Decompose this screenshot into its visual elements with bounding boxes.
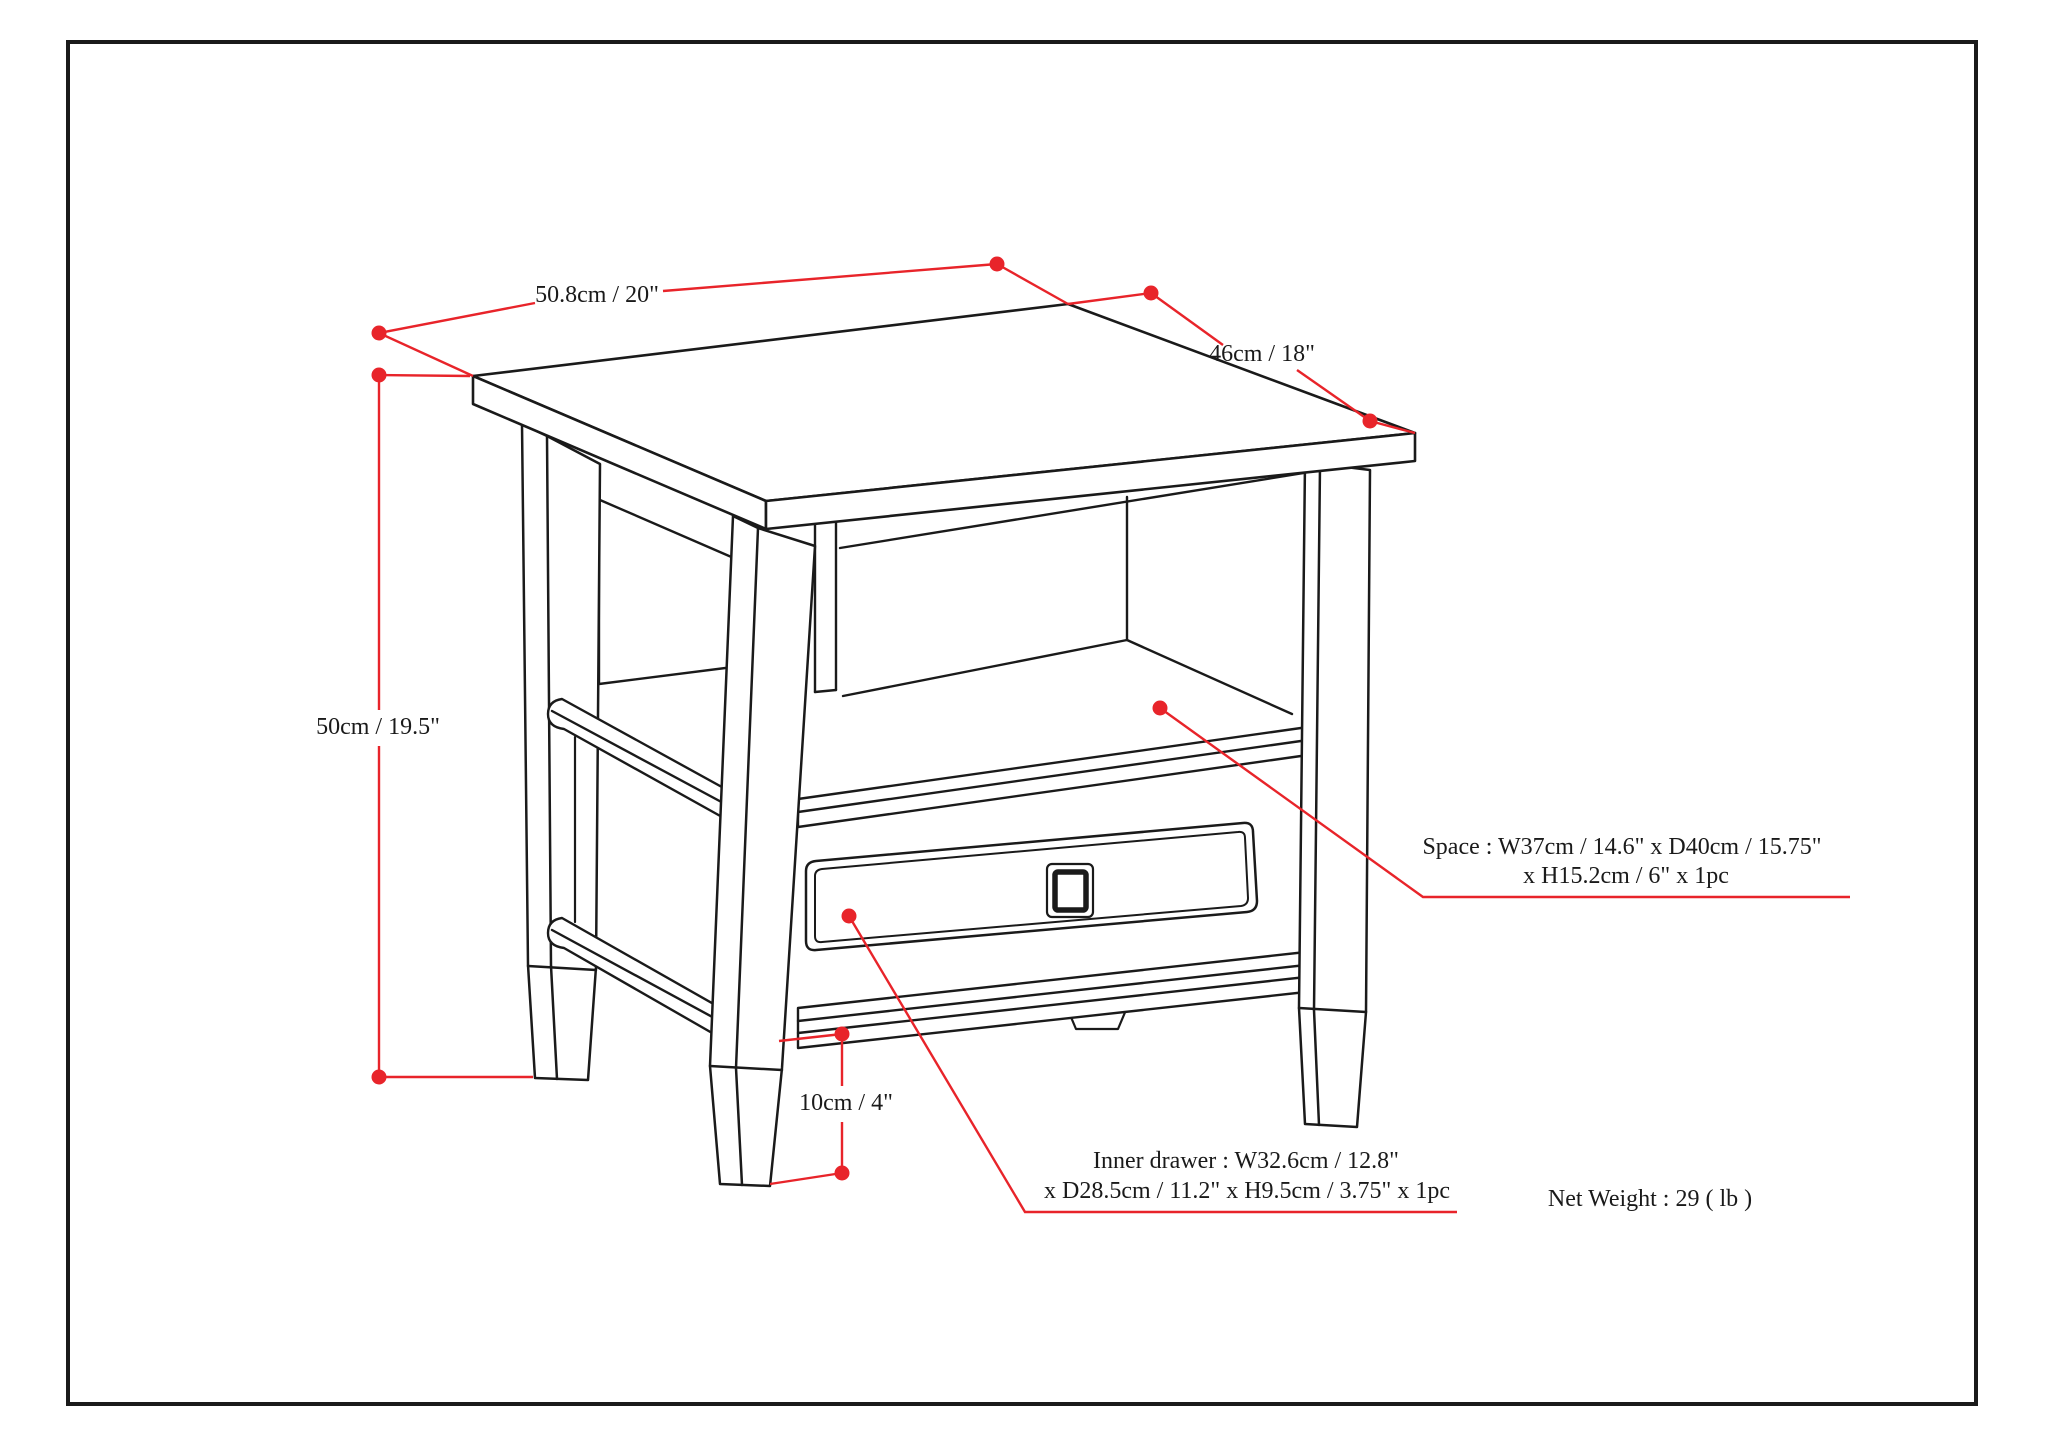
leg-height-dimension-label: 10cm / 4" [799, 1090, 893, 1117]
table-drawing [473, 304, 1415, 1186]
net-weight-label: Net Weight : 29 ( lb ) [1547, 1186, 1753, 1213]
bottom-rail-front [798, 952, 1306, 1048]
shelf-space-note-line1: Space : W37cm / 14.6" x D40cm / 15.75" [1422, 834, 1822, 861]
top-depth-dimension-label: 46cm / 18" [1209, 341, 1315, 368]
drawer-pull [1047, 864, 1093, 917]
right-leg [1299, 462, 1370, 1127]
inner-drawer-note-line2: x D28.5cm / 11.2" x H9.5cm / 3.75" x 1pc [1044, 1178, 1450, 1205]
top-width-dimension-label: 50.8cm / 20" [535, 282, 659, 309]
shelf-molding-front [798, 727, 1308, 827]
back-leg [815, 496, 836, 692]
drawer-panel [806, 823, 1257, 950]
front-leg [710, 516, 815, 1186]
left-leg [522, 424, 600, 1080]
shelf-space-note-line2: x H15.2cm / 6" x 1pc [1523, 863, 1729, 890]
inner-drawer-note-line1: Inner drawer : W32.6cm / 12.8" [1093, 1148, 1399, 1175]
height-dimension-label: 50cm / 19.5" [316, 714, 440, 741]
tabletop [473, 304, 1415, 529]
